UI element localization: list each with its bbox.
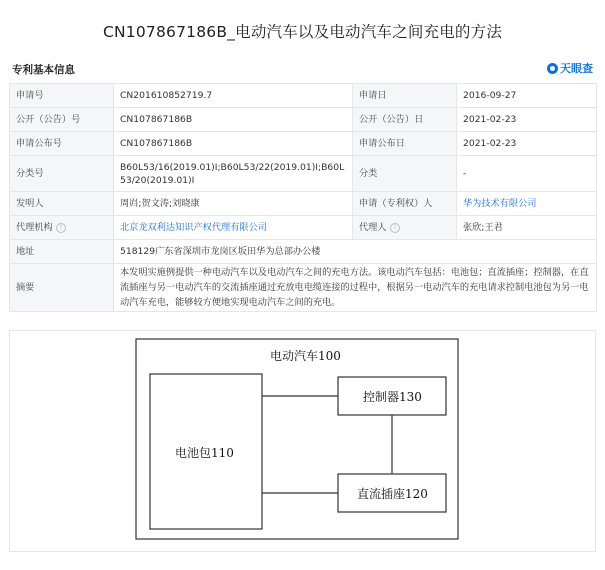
label-publication-date: 公开（公告）日 xyxy=(353,108,457,132)
table-row xyxy=(10,192,597,216)
applicant-link[interactable]: 华为技术有限公司 xyxy=(457,192,597,216)
label-app-pub-number: 申请公布号 xyxy=(10,132,114,156)
value-application-number: CN201610852719.7 xyxy=(114,84,353,108)
label-agency-cell xyxy=(10,216,114,240)
value-classification: - xyxy=(457,156,597,192)
label-classification-number: 分类号 xyxy=(10,156,114,192)
value-classification-number: B60L53/16(2019.01)I;B60L53/22(2019.01)I;B60L53/20(2019.01)I xyxy=(114,156,353,192)
info-icon[interactable]: ? xyxy=(390,223,400,233)
info-icon[interactable]: ? xyxy=(56,223,66,233)
value-app-pub-date: 2021-02-23 xyxy=(457,132,597,156)
label-applicant: 申请（专利权）人 xyxy=(353,192,457,216)
table-row xyxy=(10,240,597,264)
tianyancha-logo-icon xyxy=(547,63,558,74)
table-row xyxy=(10,216,597,240)
battery-label: 电池包110 xyxy=(175,446,234,460)
outer-box xyxy=(136,339,458,539)
table-row xyxy=(10,108,597,132)
label-publication-number: 公开（公告）号 xyxy=(10,108,114,132)
table-row xyxy=(10,132,597,156)
agency-link[interactable]: 北京龙双利达知识产权代理有限公司 xyxy=(114,216,353,240)
label-agent: 代理人 xyxy=(359,222,387,233)
label-address: 地址 xyxy=(10,240,114,264)
brand-link[interactable] xyxy=(547,60,593,76)
controller-label: 控制器130 xyxy=(363,390,422,404)
table-row xyxy=(10,264,597,312)
label-application-number: 申请号 xyxy=(10,84,114,108)
value-inventors: 周岿;贺文涛;刘晓康 xyxy=(114,192,353,216)
label-app-pub-date: 申请公布日 xyxy=(353,132,457,156)
socket-label: 直流插座120 xyxy=(357,487,428,501)
value-abstract: 本发明实施例提供一种电动汽车以及电动汽车之间的充电方法。该电动汽车包括：电池包；直流插座；控制器，在直流插座与另一电动汽车的交流插座通过充放电电缆连接的过程中，根据另一电动汽车的充电请求控制电池包为另一电动汽车充电，能够较方便地实现电动汽车之间的充电。 xyxy=(114,264,597,312)
value-agent: 张欣;王君 xyxy=(457,216,597,240)
value-publication-date: 2021-02-23 xyxy=(457,108,597,132)
value-address: 518129广东省深圳市龙岗区坂田华为总部办公楼 xyxy=(114,240,597,264)
abstract-figure xyxy=(9,330,596,552)
outer-label: 电动汽车100 xyxy=(270,349,341,363)
label-inventors: 发明人 xyxy=(10,192,114,216)
label-abstract: 摘要 xyxy=(10,264,114,312)
brand-name: 天眼查 xyxy=(560,62,593,75)
value-app-pub-number: CN107867186B xyxy=(114,132,353,156)
section-title: 专利基本信息 xyxy=(12,64,75,76)
value-application-date: 2016-09-27 xyxy=(457,84,597,108)
label-classification: 分类 xyxy=(353,156,457,192)
label-application-date: 申请日 xyxy=(353,84,457,108)
patent-info-table xyxy=(9,83,597,312)
value-publication-number: CN107867186B xyxy=(114,108,353,132)
page-title: CN107867186B_电动汽车以及电动汽车之间充电的方法 xyxy=(102,23,503,41)
table-row xyxy=(10,156,597,192)
figure-diagram xyxy=(10,331,595,551)
table-row xyxy=(10,84,597,108)
label-agent-cell xyxy=(353,216,457,240)
label-agency: 代理机构 xyxy=(16,222,53,233)
